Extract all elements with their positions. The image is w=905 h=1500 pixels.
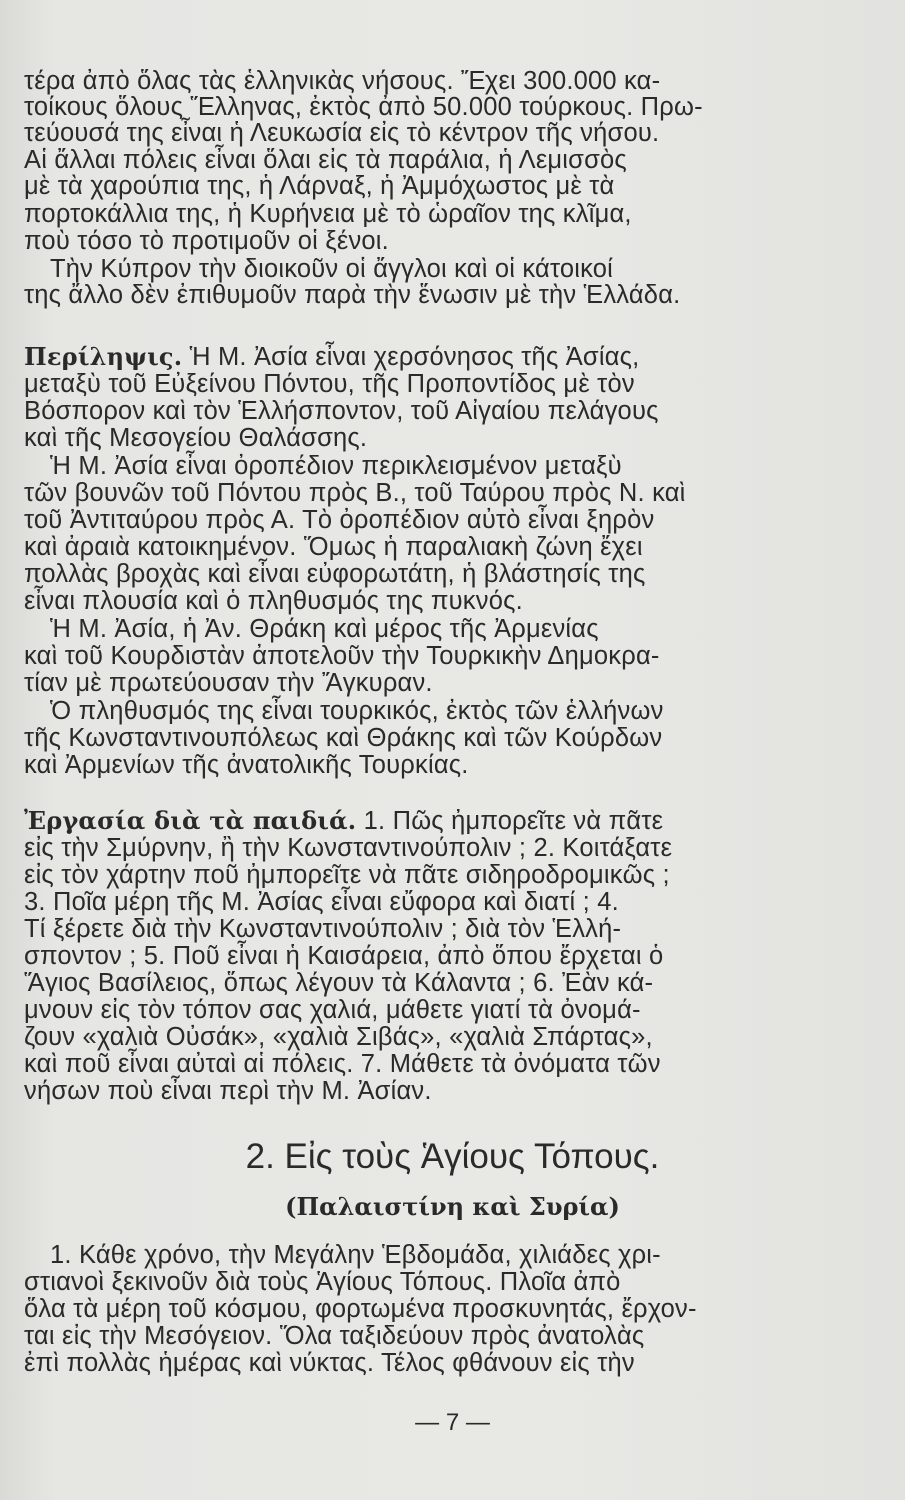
summary-heading: Περίληψις. (24, 342, 183, 371)
text-line: Βόσπορον καὶ τὸν Ἑλλήσποντον, τοῦ Αἰγαίου πελάγους (24, 397, 659, 425)
text-line: τῶν βουνῶν τοῦ Πόντου πρὸς Β., τοῦ Ταύρου πρὸς Ν. καὶ (24, 479, 686, 507)
text-line: ζουν «χαλιὰ Οὐσάκ», «χαλιὰ Σιβάς», «χαλιὰ Σπάρτας», (24, 1023, 653, 1051)
text-line: τέρα ἀπὸ ὅλας τὰς ἑλληνικὰς νήσους. Ἔχει 300.000 κα- (24, 67, 661, 95)
text-line: τίαν μὲ πρωτεύουσαν τὴν Ἄγκυραν. (24, 669, 433, 697)
text-line: ἐπὶ πολλὰς ἡμέρας καὶ νύκτας. Τέλος φθάνουν εἰς τὴν (24, 1349, 635, 1377)
text-line: εἰς τὴν Σμύρνην, ἢ τὴν Κωνσταντινούπολιν ; 2. Κοιτάξατε (24, 834, 673, 862)
text-line: ὅλα τὰ μέρη τοῦ κόσμου, φορτωμένα προσκυνητάς, ἔρχον- (24, 1295, 697, 1323)
text-line: εἰς τὸν χάρτην ποῦ ἠμπορεῖτε νὰ πᾶτε σιδηροδρομικῶς ; (24, 861, 670, 889)
text-line: μεταξὺ τοῦ Εὐξείνου Πόντου, τῆς Προποντίδος μὲ τὸν (24, 370, 635, 398)
summary-first-line-text: Ἡ Μ. Ἀσία εἶναι χερσόνησος τῆς Ἀσίας, (182, 343, 640, 371)
text-line: στιανοὶ ξεκινοῦν διὰ τοὺς Ἁγίους Τόπους. Πλοῖα ἀπὸ (24, 1268, 621, 1296)
text-line: Ἅγιος Βασίλειος, ὅπως λέγουν τὰ Κάλαντα ; 6. Ἐὰν κά- (24, 969, 654, 997)
text-line: τεύουσά της εἶναι ἡ Λευκωσία εἰς τὸ κέντρον τῆς νήσου. (24, 119, 660, 147)
summary-first-line (24, 342, 748, 372)
text-line: τοῦ Ἀντιταύρου πρὸς Α. Τὸ ὀροπέδιον αὐτὸ εἶναι ξηρὸν (24, 506, 655, 534)
text-line: Τὴν Κύπρον τὴν διοικοῦν οἱ ἄγγλοι καὶ οἱ κάτοικοί (50, 255, 614, 283)
text-line: μὲ τὰ χαρούπια της, ἡ Λάρναξ, ἡ Ἀμμόχωστος μὲ τὰ (24, 172, 615, 200)
text-line: 1. Κάθε χρόνο, τὴν Μεγάλην Ἑβδομάδα, χιλιάδες χρι- (50, 1241, 661, 1269)
text-line: Τί ξέρετε διὰ τὴν Κωνσταντινούπολιν ; διὰ τὸν Ἑλλή- (24, 915, 622, 943)
text-line: 3. Ποῖα μέρη τῆς Μ. Ἀσίας εἶναι εὔφορα καὶ διατί ; 4. (24, 888, 619, 916)
text-line: καὶ ποῦ εἶναι αὐταὶ αἱ πόλεις. 7. Μάθετε τὰ ὀνόματα τῶν (24, 1050, 661, 1078)
text-line: καὶ τοῦ Κουρδιστὰν ἀποτελοῦν τὴν Τουρκικὴν Δημοκρα- (24, 642, 660, 670)
text-line: Αἱ ἄλλαι πόλεις εἶναι ὅλαι εἰς τὰ παράλια, ἡ Λεμισσὸς (24, 146, 627, 174)
text-line: μνουν εἰς τὸν τόπον σας χαλιά, μάθετε γιατί τὰ ὀνομά- (24, 996, 641, 1024)
section-subtitle: (Παλαιστίνη καὶ Συρία) (285, 1192, 620, 1221)
text-line: εἶναι πλουσία καὶ ὁ πληθυσμός της πυκνός. (24, 587, 523, 615)
text-line: ποὺ τόσο τὸ προτιμοῦν οἱ ξένοι. (24, 227, 389, 255)
text-line: τῆς Κωνσταντινουπόλεως καὶ Θράκης καὶ τῶν Κούρδων (24, 724, 663, 752)
exercises-heading: Ἐργασία διὰ τὰ παιδιά. (24, 806, 357, 835)
text-line: Ἡ Μ. Ἀσία εἶναι ὀροπέδιον περικλεισμένον μεταξὺ (50, 452, 622, 480)
text-line: πολλὰς βροχὰς καὶ εἶναι εὐφορωτάτη, ἡ βλάστησίς της (24, 560, 646, 588)
text-line: καὶ τῆς Μεσογείου Θαλάσσης. (24, 424, 368, 452)
section-title: 2. Εἰς τοὺς Ἁγίους Τόπους. (245, 1137, 660, 1176)
text-line: σποντον ; 5. Ποῦ εἶναι ἡ Καισάρεια, ἀπὸ ὅπου ἔρχεται ὁ (24, 942, 664, 970)
text-line: Ὁ πληθυσμός της εἶναι τουρκικός, ἐκτὸς τῶν ἑλλήνων (50, 697, 664, 725)
exercises-first-line-text: 1. Πῶς ἠμπορεῖτε νὰ πᾶτε (356, 807, 664, 835)
text-line: νήσων ποὺ εἶναι περὶ τὴν Μ. Ἀσίαν. (24, 1077, 432, 1105)
text-line: καὶ ἀραιὰ κατοικημένον. Ὅμως ἡ παραλιακὴ ζώνη ἔχει (24, 533, 643, 561)
text-line: ται εἰς τὴν Μεσόγειον. Ὅλα ταξιδεύουν πρὸς ἀνατολὰς (24, 1322, 645, 1350)
text-line: της ἄλλο δὲν ἐπιθυμοῦν παρὰ τὴν ἕνωσιν μὲ τὴν Ἑλλάδα. (24, 281, 681, 309)
text-line: πορτοκάλλια της, ἡ Κυρήνεια μὲ τὸ ὡραῖον της κλῖμα, (24, 200, 632, 228)
text-line: Ἡ Μ. Ἀσία, ἡ Ἀν. Θράκη καὶ μέρος τῆς Ἀρμενίας (50, 615, 599, 643)
text-line: τοίκους ὅλους Ἕλληνας, ἐκτὸς ἀπὸ 50.000 τούρκους. Πρω- (24, 93, 703, 121)
page-number: — 7 — (415, 1409, 490, 1436)
text-line: καὶ Ἀρμενίων τῆς ἀνατολικῆς Τουρκίας. (24, 751, 469, 779)
exercises-first-line (24, 806, 748, 836)
